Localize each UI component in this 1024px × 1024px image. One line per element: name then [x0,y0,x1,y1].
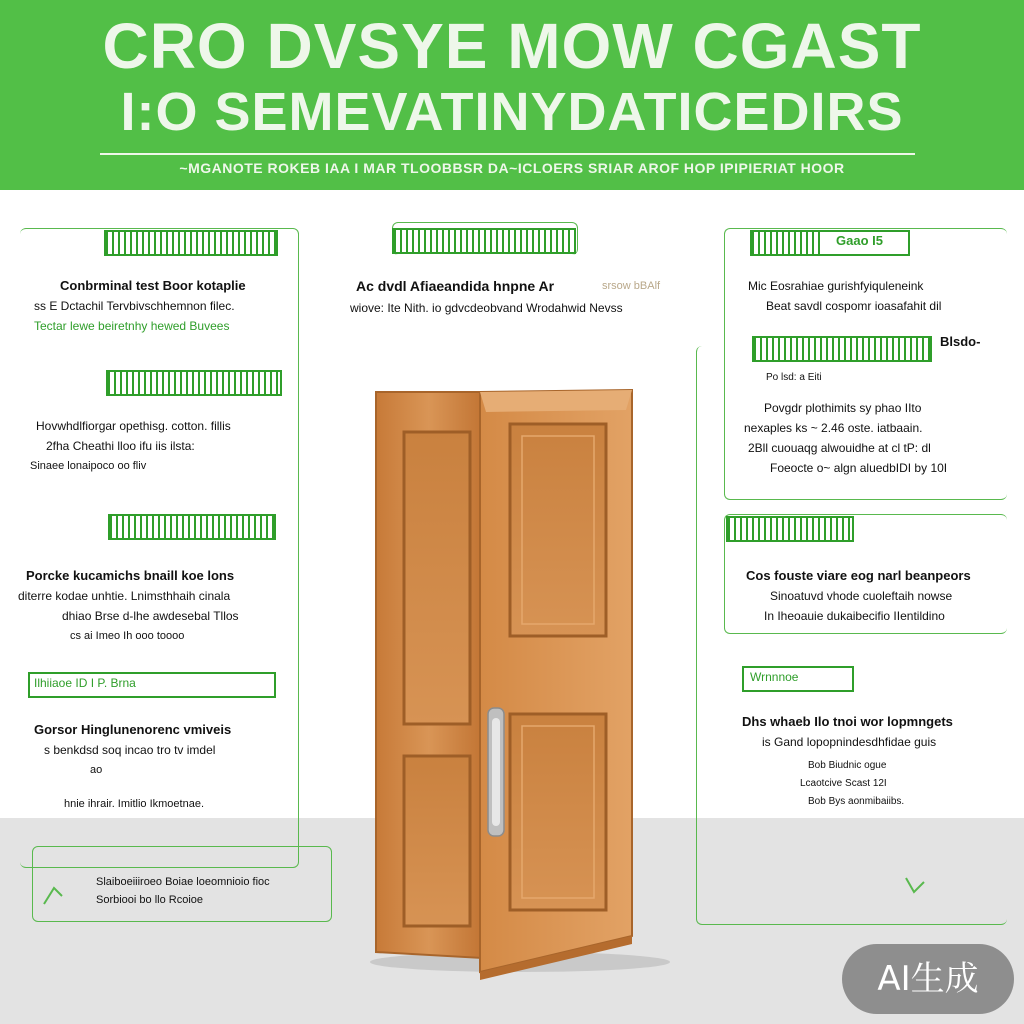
door-leaf-front-panel-top [510,424,606,636]
right-schematic-4-label: Wrnnnoe [750,670,799,684]
page-title: CRO DVSYE MOW CGAST [102,10,922,82]
page-subtitle: ~MGANOTE ROKEB IAA I MAR TLOOBBSR DA~ICLOERS SRIAR AROF HOP IPIPIERIAT HOOR [179,160,845,176]
door-handle [492,718,500,826]
right-schematic-1-label: Gaao I5 [836,233,883,248]
ai-generated-badge: AI生成 [842,944,1014,1014]
door-leaf-front-panel-bottom [510,714,606,910]
door-leaf-back-panel-top [404,432,470,724]
page-title-secondary: I:O SEMEVATINYDATICEDIRS [120,82,904,142]
right-schematic-2-sub: Po lsd: a Eiti [766,372,822,383]
door-leaf-back-panel-bottom [404,756,470,926]
right-schematic-2-label: Blsdo- [940,334,981,349]
left-schematic-4-label: Ilhiiaoe ID I P. Brna [34,676,136,690]
